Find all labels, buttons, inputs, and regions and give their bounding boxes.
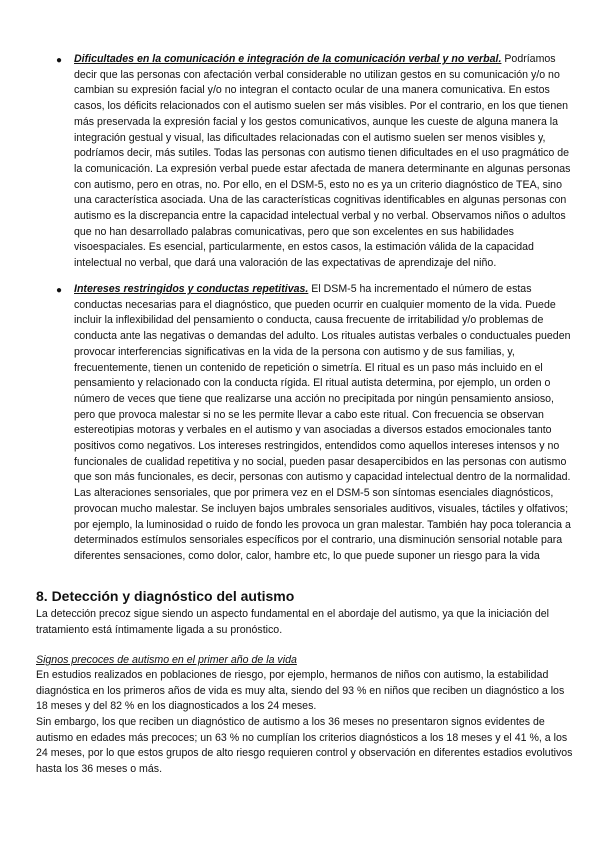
section-intro: La detección precoz sigue siendo un aspecto fundamental en el abordaje del autismo, ya que la iniciación del tratamiento está íntimamente ligada a su pronóstico. [36,608,549,636]
subheading-text: Signos precoces de autismo en el primer año de la vida [36,654,297,666]
bullet-body: Podríamos decir que las personas con afectación verbal considerable no utilizan gestos en su comunicación y/o no cambian su expresión facial y/o no integran el contacto ocular de una manera comunicativa. En estos casos, los déficits relacionados con el autismo suelen ser más visibles. Por el contrario, en los que tienen más preservada la expresión facial y los gestos comunicativos, aunque les cueste de alguna manera la integración gestual y visual, las dificultades relacionadas con el autismo suelen ser menos visibles y, podríamos decir, más sutiles. Todas las personas con autismo tienen dificultades en el uso pragmático de la comunicación. La expresión verbal puede estar afectada de manera determinante en algunas personas con autismo, pero en otras, no. Por ello, en el DSM-5, esto no es ya un criterio diagnóstico de TEA, sino una característica asociada. Una de las características cognitivas identificables en algunas personas con autismo es la discrepancia entre la capacidad intelectual verbal y no verbal. Observamos niños o adultos que no han desarrollado palabras comunicativas, pero que son excelentes en sus habilidades visoespaciales. Es esencial, particularmente, en estos casos, la estimación válida de la capacidad intelectual no verbal, que dará una valoración de las expectativas de aprendizaje del niño. [74,53,571,270]
bullet-text [74,282,572,565]
bullet-lead: Intereses restringidos y conductas repetitivas. [74,283,309,295]
bullet-body: El DSM-5 ha incrementado el número de estas conductas necesarias para el diagnóstico, que pueden ocurrir en cualquier momento de la vida. Puede incluir la inflexibilidad del pensamiento o conducta, causa frecuente de irritabilidad y/o problemas de conducta ante las negativas o demandas del adulto. Los rituales autistas verbales o conductuales pueden provocar interferencias significativas en la vida de la persona con autismo y de sus familias, y, frecuentemente, tienen un contenido de repetición o simetría. El ritual es un paso más incluido en el pensamiento y relacionado con la conducta rígida. El ritual autista determina, por ejemplo, un orden o número de veces que tiene que realizarse una acción no precipitada por ningún pensamiento ansioso, pero que provoca malestar si no se les permite llevar a cabo este ritual. Con frecuencia se observan estereotipias motoras y verbales en el autismo y van asociadas a diversos estados emocionales tanto positivos como negativos. Los intereses restringidos, entendidos como aquellos intereses intensos y no funcionales de cualidad repetitiva y no social, pueden pasar desapercibidos en las personas con autismo que son más funcionales, es decir, personas con autismo y capacidad intelectual dentro de la normalidad. Las alteraciones sensoriales, que por primera vez en el DSM-5 son síntomas esenciales diagnósticos, provocan mucho malestar. Se incluyen bajos umbrales sensoriales auditivos, visuales, táctiles y olfativos; por ejemplo, la luminosidad o ruido de fondo les provoca un gran malestar. También hay poca tolerancia a determinados estímulos sensoriales específicos por el contrario, una disminución sensorial notable para diferentes sensaciones, como dolor, calor, hambre etc, lo que puede suponer un riesgo para la vida [74,283,571,562]
bullet-lead: Dificultades en la comunicación e integración de la comunicación verbal y no verbal. [74,53,502,65]
bullet-text [74,52,572,272]
section-heading: 8. Detección y diagnóstico del autismo [36,588,295,604]
bullet-item-restricted-interests [36,282,572,565]
paragraph-stability: En estudios realizados en poblaciones de riesgo, por ejemplo, hermanos de niños con autismo, la estabilidad diagnóstica en los primeros años de vida es muy alta, siendo del 93 % en niños que reciben un diagnóstico a los 18 meses y del 82 % en los diagnosticados a los 24 meses. [36,669,565,713]
bullet-marker: ● [56,285,63,296]
paragraph-36-months: Sin embargo, los que reciben un diagnóstico de autismo a los 36 meses no presentaron signos evidentes de autismo en edades más precoces; un 63 % no cumplían los criterios diagnósticos a los 18 meses y el 41 %, a los 24 meses, por lo que estos grupos de alto riesgo requieren control y observación en diferentes estadios evolutivos hasta los 36 meses o más. [36,716,573,776]
bullet-marker: ● [56,55,63,66]
bullet-item-communication [36,52,572,272]
section-subheading [36,653,576,669]
